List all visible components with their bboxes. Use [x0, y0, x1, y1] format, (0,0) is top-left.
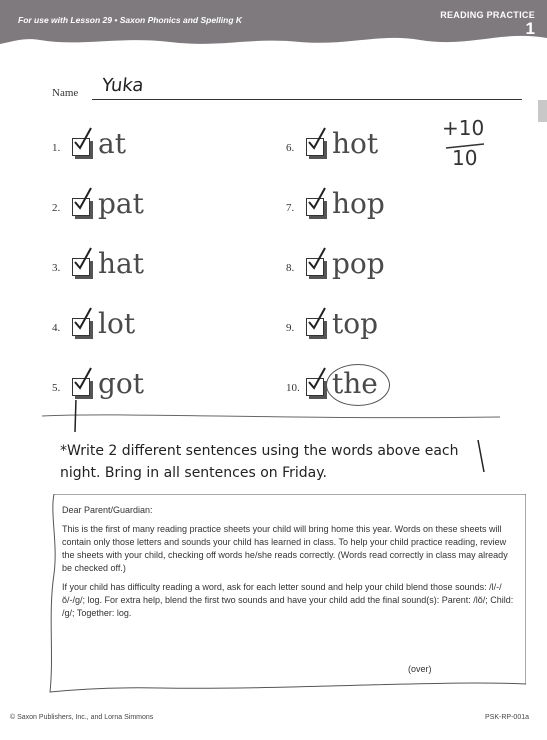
- name-line: [92, 99, 522, 100]
- check-mark-icon: [73, 186, 95, 212]
- letter-body: [62, 504, 516, 626]
- word-number: 1.: [52, 142, 61, 154]
- word-item: [286, 242, 446, 278]
- word-text: hat: [98, 247, 144, 280]
- header-title-block: [440, 10, 535, 38]
- word-number: 9.: [286, 322, 295, 334]
- check-mark-icon: [73, 246, 95, 272]
- header-reading-practice: READING PRACTICE: [440, 10, 535, 20]
- check-mark-icon: [73, 366, 95, 392]
- word-number: 6.: [286, 142, 295, 154]
- check-mark-icon: [73, 306, 95, 332]
- word-number: 4.: [52, 322, 61, 334]
- word-text: lot: [98, 307, 136, 340]
- word-number: 5.: [52, 382, 61, 394]
- name-row: [52, 75, 522, 101]
- header-sheet-number: 1: [525, 19, 535, 38]
- word-item: [286, 182, 446, 218]
- name-label: Name: [52, 87, 79, 99]
- word-item: [52, 242, 212, 278]
- over-label: (over): [408, 664, 432, 674]
- letter-paragraph-1: This is the first of many reading practice sheets your child will bring home this year. Words on these sheets will contain only those letters and sounds your child has learned in class. To help your child practice reading, review the sheets with your child, checking off words he/she reads correctly. (Words read correctly in class may already be checked off.): [62, 524, 508, 573]
- footer-code: PSK-RP-001a: [485, 714, 529, 721]
- score-top: +10: [442, 116, 485, 140]
- word-text: at: [98, 127, 126, 160]
- word-text: hot: [332, 127, 379, 160]
- word-text: got: [98, 367, 145, 400]
- score-bottom: 10: [452, 146, 478, 170]
- word-text: pat: [98, 187, 144, 220]
- word-number: 2.: [52, 202, 61, 214]
- word-number: 10.: [286, 382, 300, 394]
- word-text: hop: [332, 187, 385, 220]
- header-lesson-text: For use with Lesson 29 • Saxon Phonics and Spelling K: [18, 15, 243, 25]
- letter-paragraph-2: If your child has difficulty reading a word, ask for each letter sound and help your child blend those sounds: /l/-/ŏ/-/g/; log. For extra help, blend the first two sounds and have your child add the final sound(s): Parent: /lŏ/; Child: /g/; Together: log.: [62, 582, 514, 618]
- word-item: [52, 362, 212, 398]
- word-item: [52, 182, 212, 218]
- check-mark-icon: [307, 306, 329, 332]
- word-item: [286, 122, 446, 158]
- word-item: [52, 302, 212, 338]
- word-number: 8.: [286, 262, 295, 274]
- page-edge-tab: [538, 100, 547, 122]
- score-annotation: [440, 116, 500, 180]
- word-item: [286, 362, 446, 398]
- word-text: top: [332, 307, 379, 340]
- word-number: 7.: [286, 202, 295, 214]
- word-number: 3.: [52, 262, 61, 274]
- letter-greeting: Dear Parent/Guardian:: [62, 505, 153, 515]
- word-text: pop: [332, 247, 385, 280]
- check-mark-icon: [307, 126, 329, 152]
- footer-copyright: © Saxon Publishers, Inc., and Lorna Simmons: [10, 714, 154, 721]
- check-mark-icon: [307, 246, 329, 272]
- word-item: [286, 302, 446, 338]
- name-value[interactable]: Yuka: [100, 75, 145, 96]
- instructions-text: *Write 2 different sentences using the words above each night. Bring in all sentences on Friday.: [60, 443, 459, 481]
- word-item: [52, 122, 212, 158]
- check-mark-icon: [73, 126, 95, 152]
- check-mark-icon: [307, 186, 329, 212]
- word-text: the: [332, 367, 378, 400]
